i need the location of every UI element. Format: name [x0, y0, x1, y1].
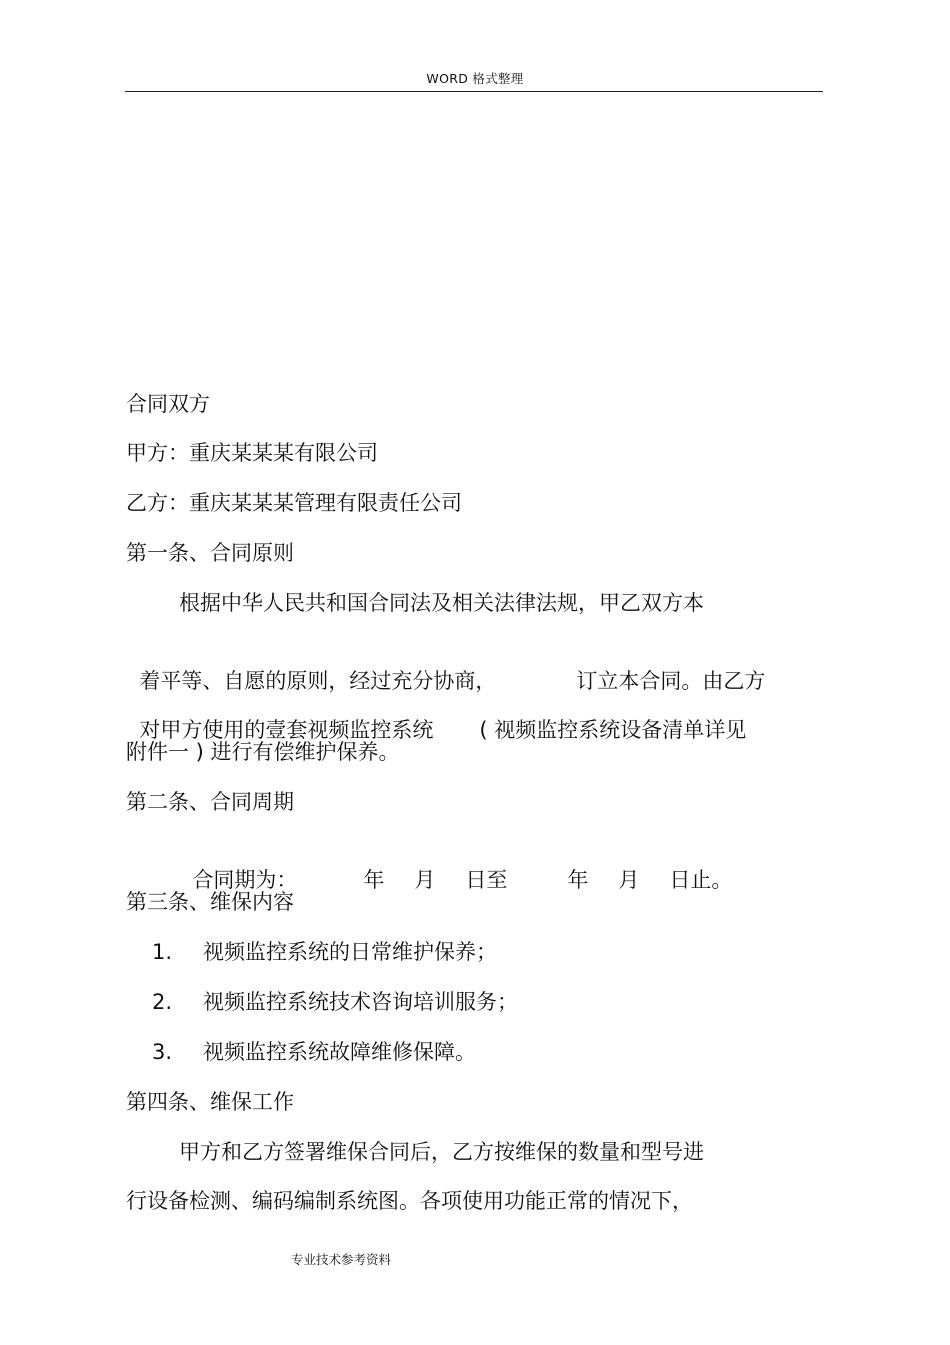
article-1-title: 第一条、合同原则	[126, 541, 294, 565]
article-1-line-4: 附件一 ) 进行有偿维护保养。	[126, 740, 400, 764]
header-divider	[125, 91, 823, 92]
article-4-title: 第四条、维保工作	[126, 1090, 294, 1114]
list-item-text: 视频监控系统的日常维护保养；	[203, 940, 497, 964]
article-4-line-1: 甲方和乙方签署维保合同后，乙方按维保的数量和型号进	[179, 1140, 704, 1164]
list-item-text: 视频监控系统技术咨询培训服务；	[203, 990, 518, 1014]
article-1-line-2-b: 订立本合同。由乙方	[576, 669, 766, 693]
period-day-end: 日止。	[669, 868, 733, 892]
article-1-line-2	[126, 639, 765, 695]
article-3-title: 第三条、维保内容	[126, 890, 294, 914]
contract-period	[179, 838, 732, 894]
article-1-line-3-b: ( 视频监控系统设备清单详见	[479, 718, 747, 742]
party-b: 乙方：重庆某某某管理有限责任公司	[126, 491, 462, 515]
period-label: 合同期为：	[192, 868, 298, 892]
period-month-end: 月	[618, 868, 640, 892]
list-item-number: 2.	[152, 990, 173, 1014]
heading-parties: 合同双方	[126, 392, 210, 416]
period-year-end: 年	[567, 868, 589, 892]
party-a: 甲方：重庆某某某有限公司	[126, 441, 378, 465]
article-1-line-3-a: 对甲方使用的壹套视频监控系统	[139, 718, 434, 742]
period-day-to: 日至	[465, 868, 508, 892]
page-header: WORD 格式整理	[426, 71, 524, 86]
list-item-number: 3.	[152, 1040, 173, 1064]
list-item-text: 视频监控系统故障维修保障。	[203, 1040, 476, 1064]
article-4-line-2: 行设备检测、编码编制系统图。各项使用功能正常的情况下，	[126, 1189, 693, 1213]
article-2-title: 第二条、合同周期	[126, 790, 294, 814]
article-1-line-3	[126, 688, 746, 744]
period-month-start: 月	[414, 868, 436, 892]
article-1-line-2-a: 着平等、自愿的原则，经过充分协商，	[139, 669, 497, 693]
list-item-number: 1.	[152, 940, 173, 964]
article-1-line-1: 根据中华人民共和国合同法及相关法律法规，甲乙双方本	[179, 591, 704, 615]
page-footer: 专业技术参考资料	[291, 1252, 392, 1267]
period-year-start: 年	[363, 868, 385, 892]
